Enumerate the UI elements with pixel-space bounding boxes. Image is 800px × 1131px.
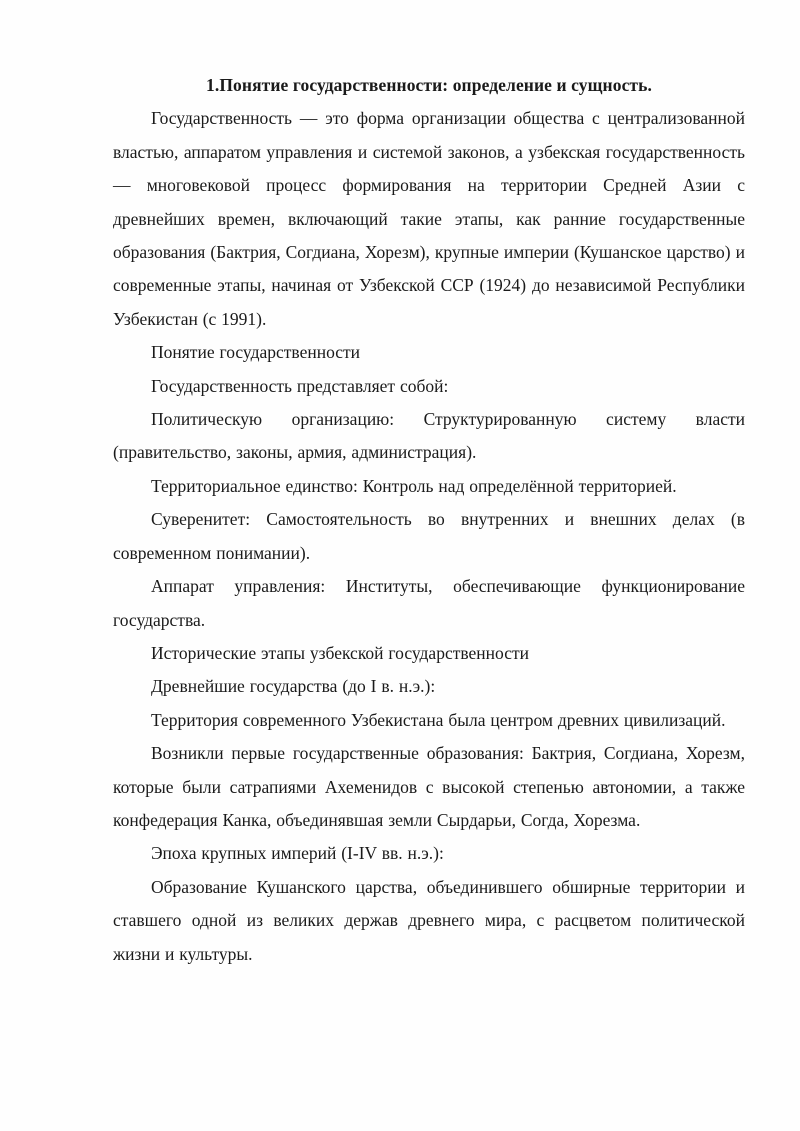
paragraph-political-organization: Политическую организацию: Структурированную систему власти (правительство, законы, армия, администрация). xyxy=(113,409,745,463)
paragraph-territorial-unity: Территориальное единство: Контроль над определённой территорией. xyxy=(151,475,677,496)
paragraph-territory-center: Территория современного Узбекистана была центром древних цивилизаций. xyxy=(151,709,726,730)
paragraph-sovereignty: Суверенитет: Самостоятельность во внутренних и внешних делах (в современном понимании). xyxy=(113,509,745,563)
paragraph-historical-stages-heading: Исторические этапы узбекской государственности xyxy=(151,642,529,663)
paragraph-empires-era-heading: Эпоха крупных империй (I-IV вв. н.э.): xyxy=(151,843,444,864)
paragraph-first-state-formations: Возникли первые государственные образования: Бактрия, Согдиана, Хорезм, которые были сатрапиями Ахеменидов с высокой степенью автономии, а также конфедерация Канка, объединявшая земли Сырдарьи, Согда, Хорезма. xyxy=(113,743,745,830)
paragraph-administration-apparatus: Аппарат управления: Институты, обеспечивающие функционирование государства. xyxy=(113,576,745,630)
document-title: 1.Понятие государственности: определение и сущность. xyxy=(206,75,652,95)
paragraph-definition: Государственность — это форма организации общества с централизованной властью, аппаратом управления и системой законов, а узбекская государственность — многовековой процесс формирования на территории Средней Азии с древнейших времен, включающий такие этапы, как ранние государственные образования (Бактрия, Согдиана, Хорезм), крупные империи (Кушанское царство) и современные этапы, начиная от Узбекской ССР (1924) до независимой Республики Узбекистан (с 1991). xyxy=(113,108,745,329)
paragraph-concept-heading: Понятие государственности xyxy=(151,342,361,363)
paragraph-kushan-kingdom: Образование Кушанского царства, объединившего обширные территории и ставшего одной из великих держав древнего мира, с расцветом политической жизни и культуры. xyxy=(113,876,745,964)
paragraph-ancient-states-heading: Древнейшие государства (до I в. н.э.): xyxy=(151,676,436,697)
paragraph-represents: Государственность представляет собой: xyxy=(151,375,449,396)
